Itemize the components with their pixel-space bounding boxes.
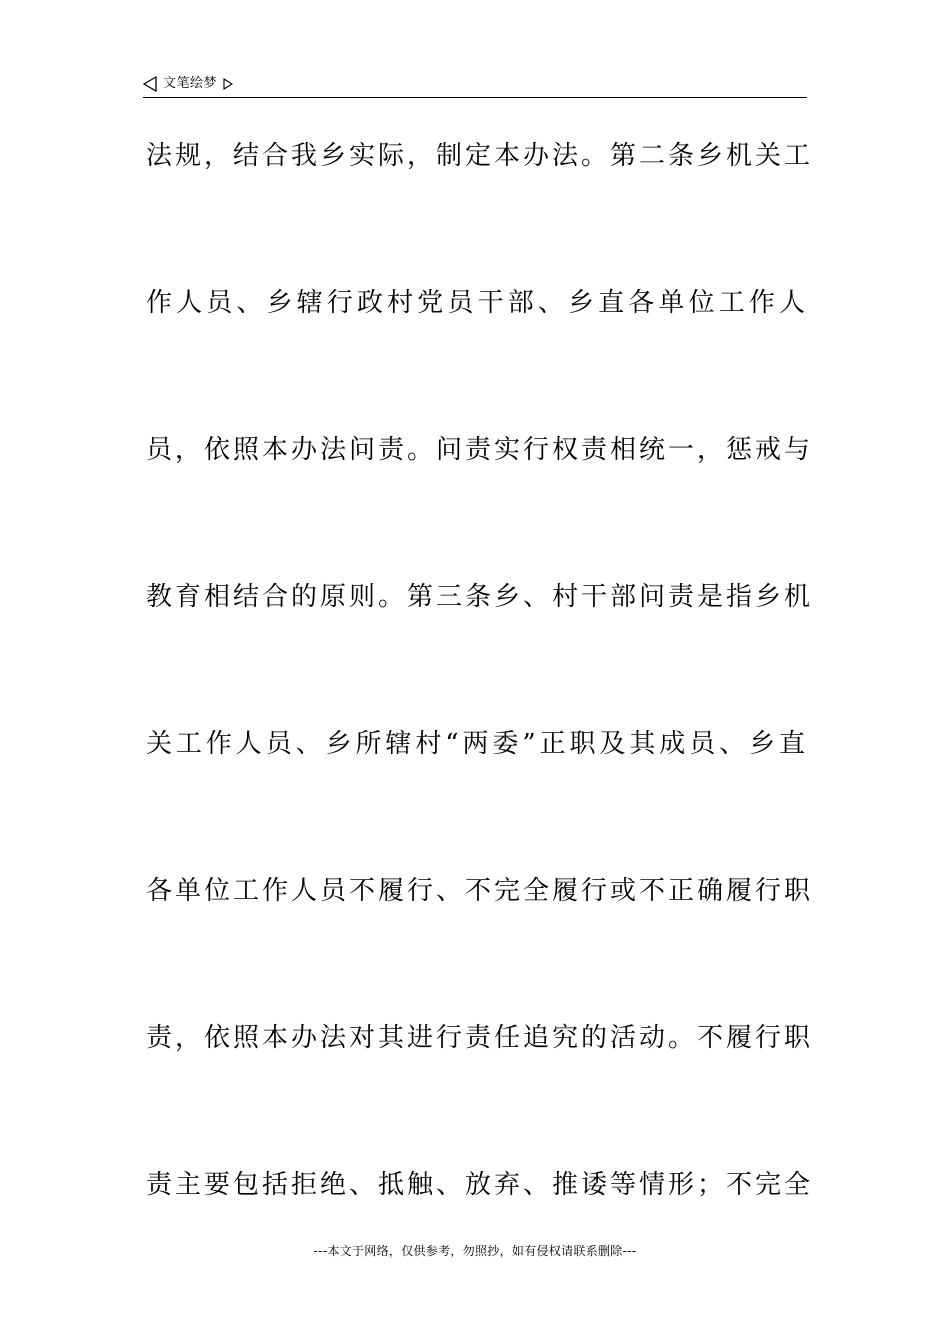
body-line: 员，依照本办法问责。问责实行权责相统一，惩戒与: [146, 435, 814, 465]
body-line: 法规，结合我乡实际，制定本办法。第二条乡机关工: [146, 141, 814, 171]
body-line: 关工作人员、乡所辖村“两委”正职及其成员、乡直: [146, 729, 808, 759]
triangle-right-icon: [223, 78, 233, 90]
document-body: [146, 126, 814, 1302]
header-divider: [143, 97, 807, 98]
footer-notice: ---本文于网络，仅供参考，勿照抄，如有侵权请联系删除---: [313, 1244, 637, 1258]
body-line: 各单位工作人员不履行、不完全履行或不正确履行职: [146, 876, 814, 906]
page-header: [143, 72, 807, 98]
body-line: 责，依照本办法对其进行责任追究的活动。不履行职: [146, 1023, 814, 1053]
body-line: 责主要包括拒绝、抵触、放弃、推诿等情形；不完全: [146, 1170, 814, 1200]
triangle-left-icon: [143, 76, 157, 92]
body-line: 作人员、乡辖行政村党员干部、乡直各单位工作人: [146, 288, 808, 318]
header-title: 文笔绘梦: [163, 76, 218, 91]
body-line: 教育相结合的原则。第三条乡、村干部问责是指乡机: [146, 582, 814, 612]
header-brand: [143, 72, 233, 96]
